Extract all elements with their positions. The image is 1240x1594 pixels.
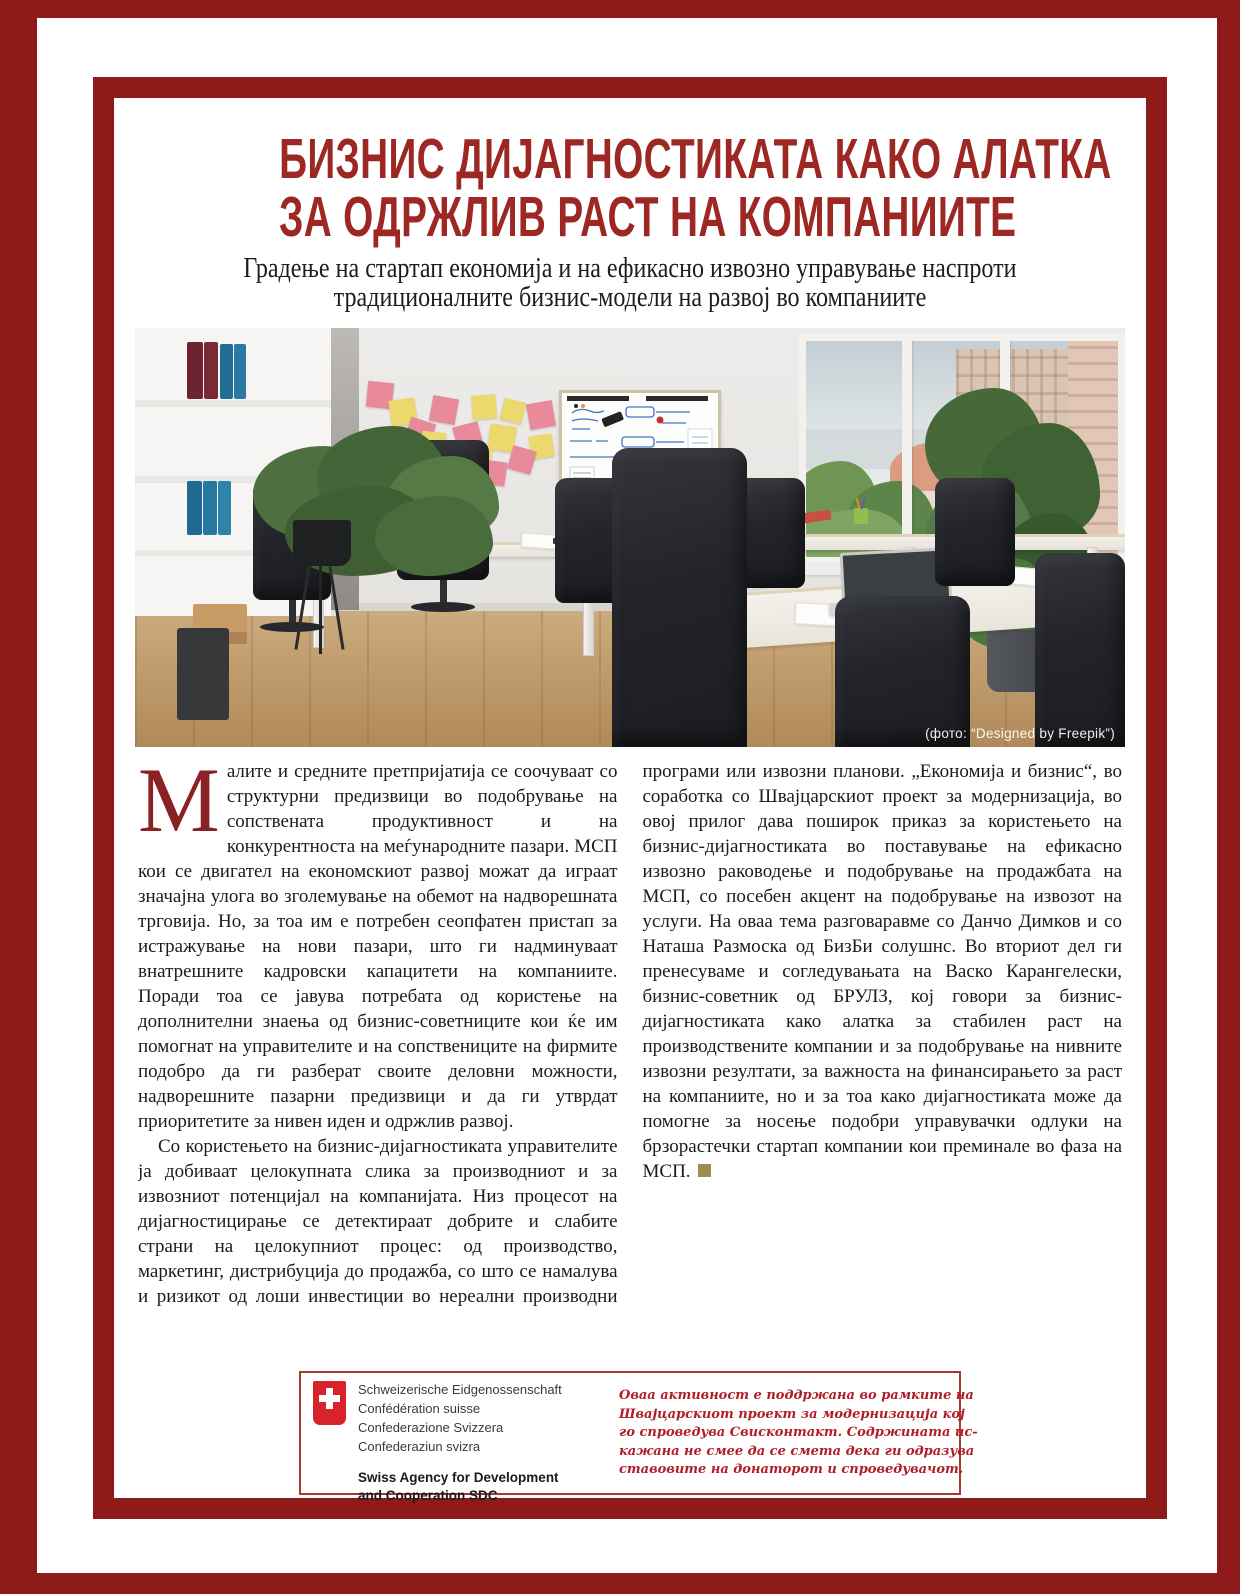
- confederation-line: Confederazione Svizzera: [358, 1420, 504, 1435]
- office-chair: [935, 478, 1015, 586]
- page-subtitle: [114, 254, 1146, 312]
- sticky-note: [429, 395, 459, 425]
- binder: [218, 481, 231, 535]
- pen-cup: [854, 508, 868, 524]
- swiss-flag-icon: [313, 1381, 346, 1425]
- sdc-attribution-box: [299, 1371, 978, 1503]
- drop-cap: М: [138, 759, 220, 851]
- article-paragraph: [138, 759, 618, 1134]
- binder: [187, 342, 203, 399]
- page-subtitle-line-2: традиционалните бизнис-модели на развој во компаниите: [333, 282, 927, 313]
- confederation-line: Confédération suisse: [358, 1401, 481, 1416]
- confederation-line: Confederaziun svizra: [358, 1439, 481, 1454]
- sticky-note: [526, 400, 556, 430]
- disclaimer-line: кажана не смее да се смета дека ги одразува: [619, 1443, 975, 1459]
- page-title-line-2: ЗА ОДРЖЛИВ РАСТ НА КОМПАНИИТЕ: [279, 185, 1017, 249]
- paragraph-text: алите и средните претпријатија се соочуваат со структурни предизвици во подобрување на сопствената продуктивност и на конкурентноста на меѓународните пазари. МСП кои се двигател на економскиот развој можат да играат значајна улога во зголемување на обемот на надворешната трговија. Но, за тоа им е потребен сеопфатен пристап за истражување на нови пазари, што ги надминуваат внатрешните кадровски капацитети на компаниите. Поради тоа се јавува потребата од користење на дополнителни знаења од бизнис-советниците кои ќе им помогнат на управителите и на сопствениците на фирмите подобро да ги разберат своите деловни можности, надворешните пазарни предизвици и да ги утврдат приоритетите за нивен иден и одржлив развој.: [138, 761, 618, 1132]
- plant-stand-leg: [319, 566, 322, 654]
- binder: [220, 344, 233, 399]
- binder: [234, 344, 246, 399]
- binder: [204, 342, 218, 399]
- funding-disclaimer: [619, 1387, 978, 1480]
- confederation-line: Schweizerische Eidgenossenschaft: [358, 1382, 562, 1397]
- window-mullion: [902, 341, 912, 557]
- disclaimer-line: го спроведува Свисконтакт. Содржината ис-: [619, 1424, 978, 1440]
- swiss-confederation-text: [358, 1380, 562, 1505]
- article-body: [138, 759, 1122, 1315]
- office-chair: [612, 448, 747, 747]
- sticky-note: [471, 394, 497, 420]
- swiss-cross: [319, 1395, 340, 1402]
- office-photo: [135, 328, 1125, 747]
- sticky-note: [500, 398, 527, 425]
- disclaimer-line: Швајцарскиот проект за модернизација кој: [619, 1406, 965, 1422]
- office-chair: [1035, 553, 1125, 747]
- paragraph-text: Со користењето на бизнис-дијагностиката управителите ја добиваат целокупната слика за производниот и за извозниот потенцијал на компанијата. Низ процесот на дијагностицирање се детектираат добрите и слабите страни на целокупниот процес: од производство, маркетинг, дистрибуција до продажба, со што се намалува и ризикот од лоши инвестиции во нереални производни програми или извозни планови. „Економија и бизнис“, во соработка со Швајцарскиот проект за модернизација, во овој прилог дава поширок приказ за користењето на бизнис-дијагностиката во поставување на ефикасно извозно раководење и подобрување на продажбата на МСП, со посебен акцент на подобрување на извозот на услуги. На оваа тема разговаравме со Данчо Димков и со Наташа Размоска од БизБи солушнс. Во вториот дел ги пренесуваме и согледувањата на Васко Карангелески, бизнис-советник од БРУЛЗ, кој говори за бизнис-дијагностиката како алатка за стабилен раст на производствените компании и за подобрување на нивните извозни резултати, за важноста на финансирањето за раст на компаниите, но и за тоа како дијагностиката може да помогне за носење подобри управувачки одлуки на брзорастечки стартап компании кои преминале во фаза на МСП.: [138, 761, 1122, 1307]
- sdc-agency-name: Swiss Agency for Development and Cooperation SDC: [358, 1470, 559, 1503]
- office-chair: [835, 596, 970, 747]
- sticky-note: [507, 445, 537, 475]
- disclaimer-line: ставовите на донаторот и спроведувачот.: [619, 1461, 964, 1477]
- page-title: [114, 127, 1146, 249]
- magazine-page: [93, 77, 1167, 1519]
- binder: [187, 481, 202, 535]
- shelf-board: [135, 400, 331, 406]
- binder: [203, 481, 217, 535]
- end-of-article-marker: [698, 1164, 711, 1177]
- page-subtitle-line-1: Градење на стартап економија и на ефикасно извозно управување наспроти: [243, 253, 1017, 284]
- page-title-line-1: БИЗНИС ДИЈАГНОСТИКАТА КАКО АЛАТКА: [279, 127, 1112, 191]
- plant-pot: [293, 520, 351, 566]
- speaker-box: [177, 628, 229, 720]
- disclaimer-line: Оваа активност е поддржана во рамките на: [619, 1387, 974, 1403]
- photo-credit: (фото: “Designed by Freepik”): [925, 726, 1115, 741]
